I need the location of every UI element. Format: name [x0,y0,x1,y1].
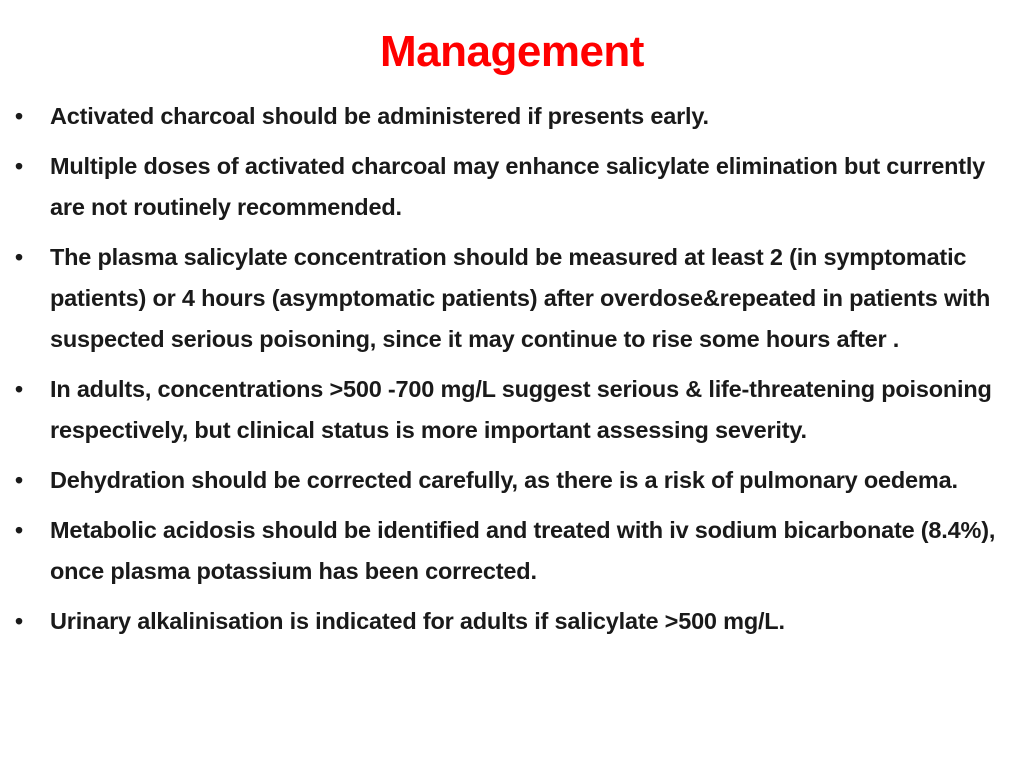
bullet-item [0,96,1024,137]
bullet-item [0,601,1024,642]
bullet-item [0,146,1024,228]
bullet-point-icon: • [15,608,23,634]
slide-title: Management [380,27,644,76]
bullet-item [0,369,1024,451]
bullet-point-icon: • [15,467,23,493]
bullet-text: Dehydration should be corrected carefully, as there is a risk of pulmonary oedema. [50,467,958,493]
bullet-item [0,510,1024,592]
bullet-point-icon: • [15,153,23,179]
bullet-point-icon: • [15,517,23,543]
bullet-item [0,237,1024,360]
bullet-point-icon: • [15,103,23,129]
bullet-text: Activated charcoal should be administered if presents early. [50,103,709,129]
bullet-list [0,96,1024,651]
bullet-text: Multiple doses of activated charcoal may enhance salicylate elimination but currently are not routinely recommended. [50,153,986,220]
bullet-point-icon: • [15,376,23,402]
bullet-item [0,460,1024,501]
bullet-text: Urinary alkalinisation is indicated for adults if salicylate >500 mg/L. [50,608,785,634]
bullet-text: In adults, concentrations >500 -700 mg/L suggest serious & life-threatening poisoning respectively, but clinical status is more important assessing severity. [50,376,992,443]
bullet-text: The plasma salicylate concentration should be measured at least 2 (in symptomatic patients) or 4 hours (asymptomatic patients) after overdose&repeated in patients with suspected serious poisoning, since it may continue to rise some hours after . [50,244,991,352]
bullet-point-icon: • [15,244,23,270]
bullet-text: Metabolic acidosis should be identified and treated with iv sodium bicarbonate (8.4%), once plasma potassium has been corrected. [50,517,996,584]
